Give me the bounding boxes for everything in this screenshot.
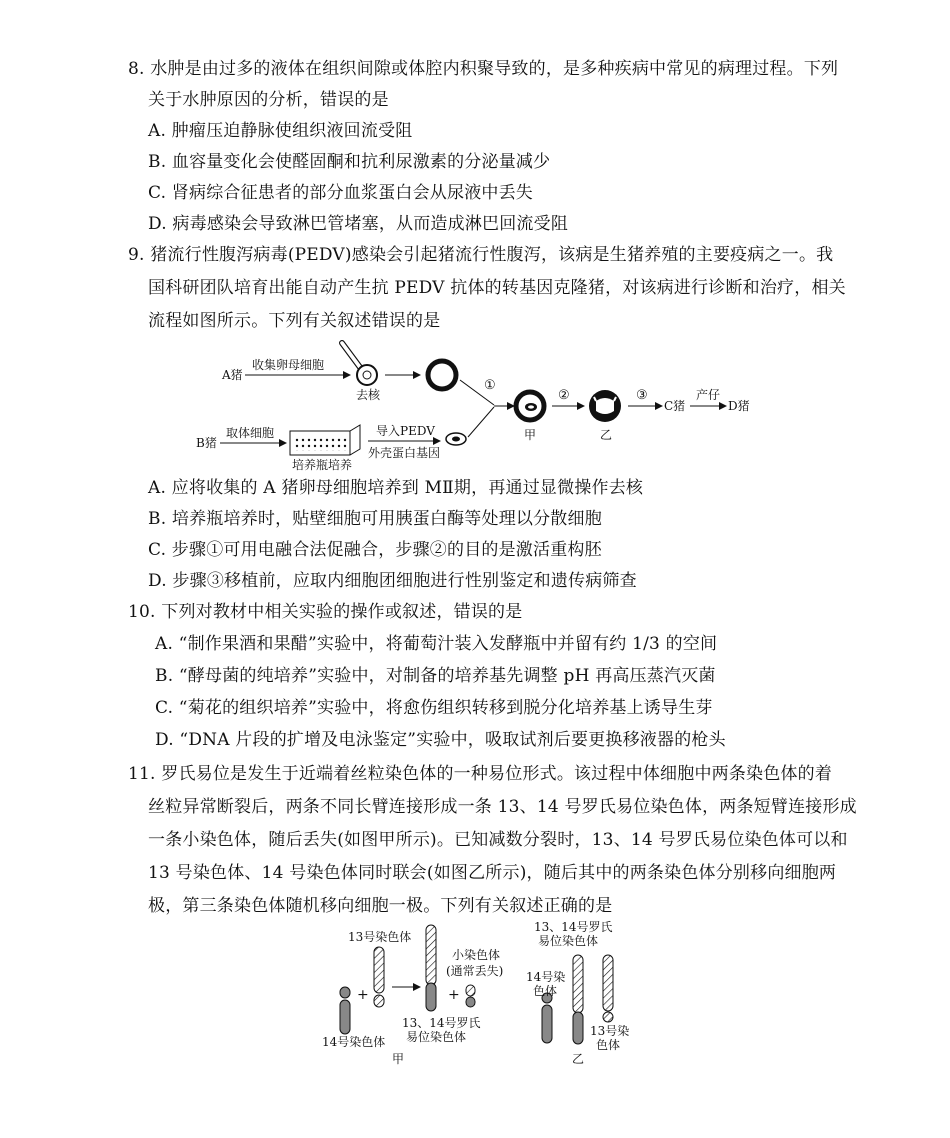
q9-option-a: A. 应将收集的 A 猪卵母细胞培养到 MⅡ期，再通过显微操作去核 (148, 478, 644, 498)
q9-stem-line2: 国科研团队培育出能自动产生抗 PEDV 抗体的转基因克隆猪，对该病进行诊断和治疗，相关 (148, 278, 846, 298)
enucleated-oocyte-icon (428, 361, 456, 389)
q10-option-b: B. “酵母菌的纯培养”实验中，对制备的培养基先调整 pH 再高压蒸汽灭菌 (155, 666, 716, 686)
label-chr14: 14号染色体 (322, 1035, 386, 1049)
q8-stem-line2: 关于水肿原因的分析，错误的是 (148, 90, 389, 110)
q8-option-c: C. 肾病综合征患者的部分血浆蛋白会从尿液中丢失 (148, 183, 534, 203)
label-rob-line1: 13、14号罗氏 (402, 1016, 481, 1030)
q9-stem-line1: 9. 猪流行性腹泻病毒(PEDV)感染会引起猪流行性腹泻，该病是生猪养殖的主要疫病之一。我 (128, 245, 834, 265)
label-pig-b: B猪 (196, 436, 217, 450)
q10-option-a: A. “制作果酒和果醋”实验中，将葡萄汁装入发酵瓶中并留有约 1/3 的空间 (155, 634, 718, 654)
label-collect-oocyte: 收集卵母细胞 (252, 358, 325, 372)
label-yi-chr13-line2: 色体 (596, 1038, 621, 1052)
yi-robertsonian-chromosome-icon (573, 955, 583, 1044)
early-embryo-icon (589, 390, 621, 422)
q11-stem-line2: 丝粒异常断裂后，两条不同长臂连接形成一条 13、14 号罗氏易位染色体，两条短臂连接形成 (148, 797, 857, 817)
q8-option-a: A. 肿瘤压迫静脉使组织液回流受阻 (148, 121, 413, 141)
cloning-flow-diagram (0, 335, 950, 475)
robertsonian-translocation-diagram (0, 915, 950, 1075)
q9-stem-line3: 流程如图所示。下列有关叙述错误的是 (148, 311, 441, 331)
label-small-chr: 小染色体 (452, 948, 501, 962)
label-take-cells: 取体细胞 (226, 426, 275, 440)
label-chr13: 13号染色体 (348, 930, 412, 944)
q8-option-d: D. 病毒感染会导致淋巴管堵塞，从而造成淋巴回流受阻 (148, 214, 569, 234)
yi-chromosome-13-icon (603, 955, 613, 1022)
label-pig-d: D猪 (728, 399, 750, 413)
q10-option-c: C. “菊花的组织培养”实验中，将愈伤组织转移到脱分化培养基上诱导生芽 (155, 698, 713, 718)
q9-option-b: B. 培养瓶培养时，贴壁细胞可用胰蛋白酶等处理以分散细胞 (148, 509, 602, 529)
label-yi: 乙 (600, 428, 613, 442)
label-step2: ② (558, 388, 570, 403)
label-fig-jia: 甲 (392, 1052, 405, 1066)
reconstructed-embryo-icon (516, 392, 544, 420)
enucleation-icon (342, 343, 377, 385)
q9-option-d: D. 步骤③移植前，应取内细胞团细胞进行性别鉴定和遗传病筛查 (148, 571, 637, 591)
label-yi-rob-line1: 13、14号罗氏 (534, 920, 613, 934)
q10-option-d: D. “DNA 片段的扩增及电泳鉴定”实验中，吸取试剂后要更换移液器的枪头 (155, 730, 726, 750)
chromosome-13-icon (374, 947, 384, 1007)
q11-stem-line4: 13 号染色体、14 号染色体同时联会(如图乙所示)，随后其中的两条染色体分别移向细胞两 (148, 863, 837, 883)
q10-stem: 10. 下列对教材中相关实验的操作或叙述，错误的是 (128, 602, 523, 622)
label-fig-yi: 乙 (572, 1052, 585, 1066)
label-yi-chr13-line1: 13号染 (590, 1024, 630, 1038)
small-chromosome-icon (466, 985, 475, 1007)
label-yi-rob-line2: 易位染色体 (538, 934, 599, 948)
label-flask-culture: 培养瓶培养 (292, 458, 353, 472)
q8-option-b: B. 血容量变化会使醛固酮和抗利尿激素的分泌量减少 (148, 152, 551, 172)
label-pig-c: C猪 (664, 399, 686, 413)
q8-stem-line1: 8. 水肿是由过多的液体在组织间隙或体腔内积聚导致的，是多种疾病中常见的病理过程。下列 (128, 59, 839, 79)
plus-sign-1: + (357, 987, 369, 1003)
label-usually-lost: (通常丢失) (446, 964, 504, 978)
chromosome-14-icon (340, 987, 350, 1034)
label-rob-line2: 易位染色体 (406, 1030, 467, 1044)
yi-chromosome-14-icon (542, 993, 552, 1043)
plus-sign-2: + (448, 987, 460, 1003)
label-enucleate: 去核 (356, 388, 381, 402)
q11-stem-line1: 11. 罗氏易位是发生于近端着丝粒染色体的一种易位形式。该过程中体细胞中两条染色体的着 (128, 764, 833, 784)
culture-flask-icon (290, 425, 360, 455)
robertsonian-chromosome-icon (426, 925, 436, 1011)
label-step3: ③ (636, 388, 648, 403)
merge-line-bottom (468, 407, 494, 437)
label-birth: 产仔 (696, 388, 721, 402)
label-coat-gene: 外壳蛋白基因 (368, 446, 441, 460)
label-step1: ① (484, 378, 496, 393)
donor-cell-icon (446, 433, 466, 445)
label-pig-a: A猪 (222, 368, 243, 382)
label-yi-chr14-line1: 14号染 (526, 970, 566, 984)
label-jia: 甲 (524, 428, 537, 442)
label-yi-chr14-line2: 色体 (533, 984, 558, 998)
label-introduce-pedv: 导入PEDV (376, 424, 435, 438)
q11-stem-line3: 一条小染色体，随后丢失(如图甲所示)。已知减数分裂时，13、14 号罗氏易位染色体可以和 (148, 830, 848, 850)
q9-option-c: C. 步骤①可用电融合法促融合，步骤②的目的是激活重构胚 (148, 540, 602, 560)
q11-stem-line5: 极，第三条染色体随机移向细胞一极。下列有关叙述正确的是 (148, 896, 613, 916)
